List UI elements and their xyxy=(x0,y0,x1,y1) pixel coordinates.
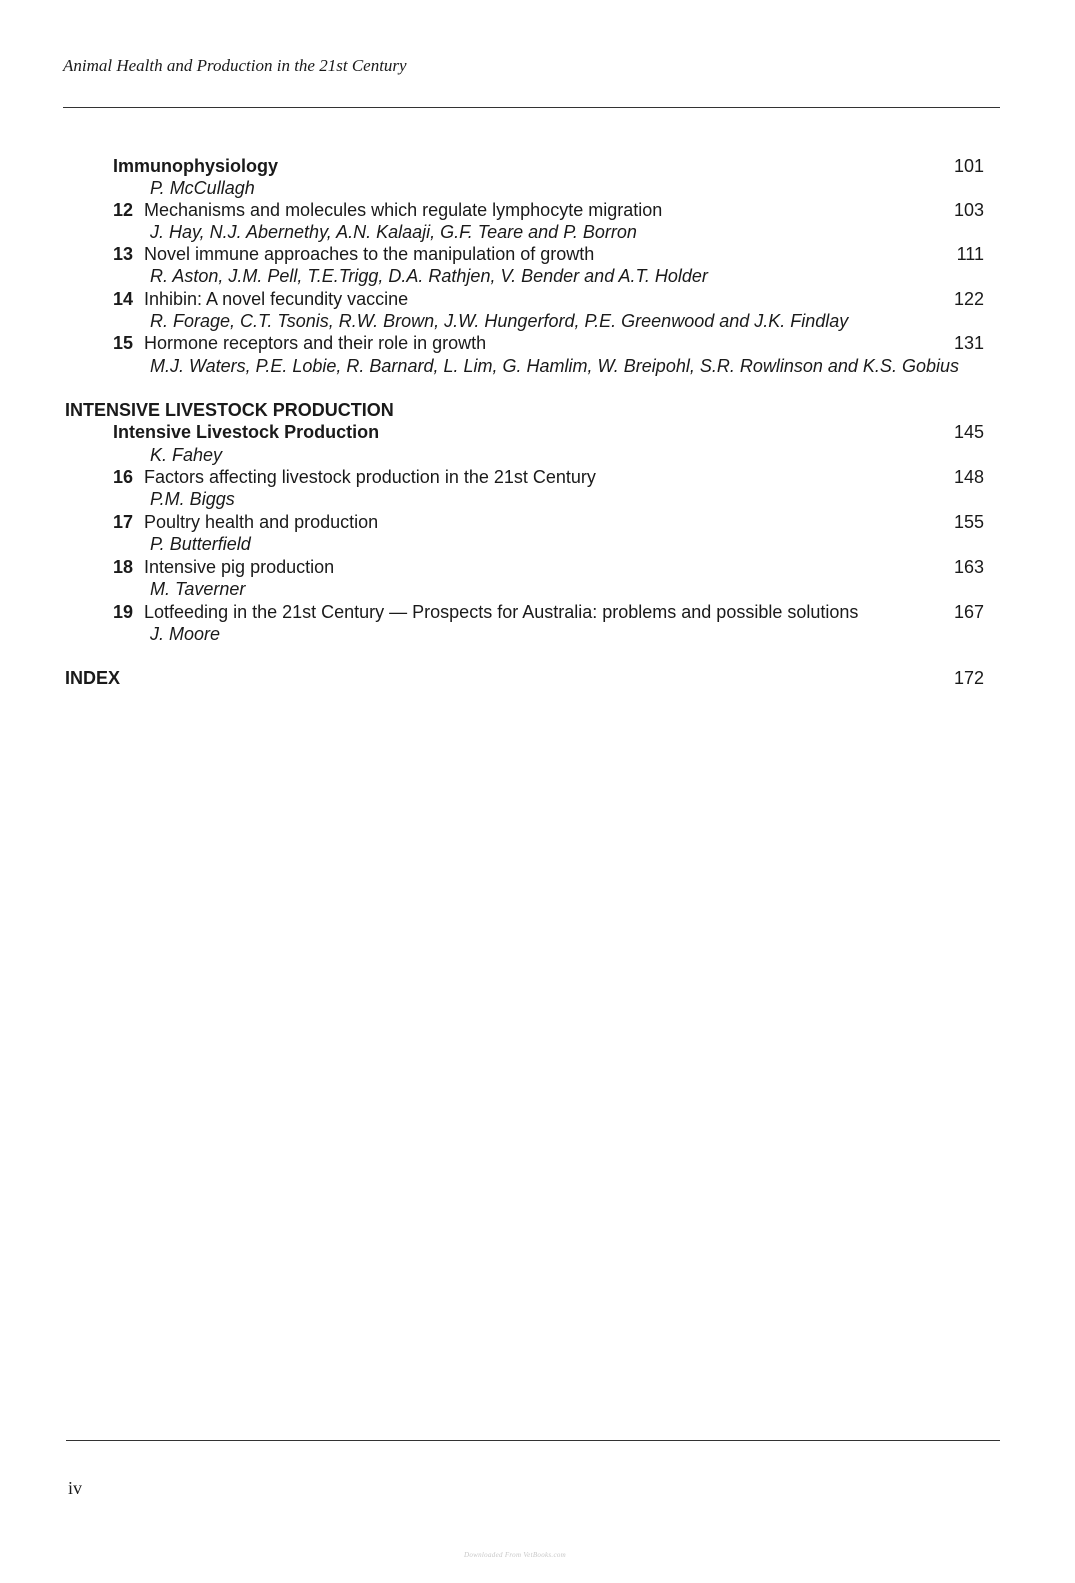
toc-authors: K. Fahey xyxy=(150,445,223,465)
toc-authors: P. McCullagh xyxy=(150,178,255,198)
toc-page-number: 122 xyxy=(953,289,984,309)
toc-chapter-number: 16 xyxy=(113,467,134,487)
toc-chapter-title: Factors affecting livestock production in the 21st Century xyxy=(144,467,596,487)
toc-chapter-title: Intensive pig production xyxy=(144,557,335,577)
toc-chapter-number: 17 xyxy=(113,512,134,532)
toc-authors: M. Taverner xyxy=(150,579,246,599)
toc-intro-title: Immunophysiology xyxy=(113,156,279,176)
running-head: Animal Health and Production in the 21st Century xyxy=(63,56,407,75)
toc-section-heading: INTENSIVE LIVESTOCK PRODUCTION xyxy=(65,400,394,420)
toc-chapter-number: 12 xyxy=(113,200,134,220)
toc-chapter-row xyxy=(0,332,1075,354)
toc-page-number: 131 xyxy=(953,333,984,353)
toc-authors-row xyxy=(0,488,1075,510)
toc-page-number: 111 xyxy=(956,244,984,264)
toc-authors-row xyxy=(0,310,1075,332)
page-folio: iv xyxy=(68,1478,83,1498)
toc-chapter-title: Lotfeeding in the 21st Century — Prospects for Australia: problems and possible solutions xyxy=(144,602,859,622)
toc-chapter-title: Novel immune approaches to the manipulation of growth xyxy=(144,244,595,264)
watermark: Downloaded From VetBooks.com xyxy=(464,1551,567,1559)
toc-authors: J. Moore xyxy=(150,624,221,644)
toc-chapter-number: 13 xyxy=(113,244,134,264)
toc-authors-row xyxy=(0,623,1075,645)
toc-page-number: 148 xyxy=(953,467,984,487)
toc-chapter-row xyxy=(0,243,1075,265)
toc-authors-row xyxy=(0,578,1075,600)
toc-index-row xyxy=(0,667,1075,689)
toc-page-number: 167 xyxy=(953,602,984,622)
toc-chapter-number: 15 xyxy=(113,333,134,353)
toc-chapter-number: 18 xyxy=(113,557,134,577)
toc-authors: P. Butterfield xyxy=(150,534,251,554)
toc-authors: J. Hay, N.J. Abernethy, A.N. Kalaaji, G.F. Teare and P. Borron xyxy=(150,222,637,242)
toc-authors: R. Forage, C.T. Tsonis, R.W. Brown, J.W. Hungerford, P.E. Greenwood and J.K. Findlay xyxy=(150,311,849,331)
toc-page-number: 101 xyxy=(953,156,984,176)
toc-page-number: 103 xyxy=(953,200,984,220)
toc-authors-row xyxy=(0,177,1075,199)
toc-authors-row xyxy=(0,355,1075,377)
toc-authors-row xyxy=(0,444,1075,466)
toc-page-number: 145 xyxy=(953,422,984,442)
footer-rule xyxy=(66,1440,1000,1441)
toc-authors: R. Aston, J.M. Pell, T.E.Trigg, D.A. Rathjen, V. Bender and A.T. Holder xyxy=(150,266,708,286)
toc-authors: M.J. Waters, P.E. Lobie, R. Barnard, L. Lim, G. Hamlim, W. Breipohl, S.R. Rowlinson and K.S. Gobius xyxy=(150,356,959,376)
header-rule xyxy=(63,107,1000,108)
toc-page-number: 163 xyxy=(953,557,984,577)
toc-intro-row xyxy=(0,421,1075,443)
toc-section-row xyxy=(0,399,1075,421)
toc-chapter-title: Hormone receptors and their role in growth xyxy=(144,333,487,353)
toc-authors-row xyxy=(0,533,1075,555)
toc-intro-title: Intensive Livestock Production xyxy=(113,422,380,442)
toc-authors: P.M. Biggs xyxy=(150,489,235,509)
toc-authors-row xyxy=(0,265,1075,287)
toc-page-number: 155 xyxy=(953,512,984,532)
toc-chapter-row xyxy=(0,511,1075,533)
toc-chapter-number: 14 xyxy=(113,289,134,309)
toc-intro-row xyxy=(0,155,1075,177)
toc-authors-row xyxy=(0,221,1075,243)
toc-page-number: 172 xyxy=(953,668,984,688)
toc-chapter-title: Mechanisms and molecules which regulate lymphocyte migration xyxy=(144,200,663,220)
toc-chapter-title: Inhibin: A novel fecundity vaccine xyxy=(144,289,409,309)
toc-chapter-row xyxy=(0,556,1075,578)
toc-chapter-row xyxy=(0,601,1075,623)
toc-index-label: INDEX xyxy=(65,668,121,688)
toc-chapter-row xyxy=(0,288,1075,310)
toc-chapter-title: Poultry health and production xyxy=(144,512,379,532)
toc-chapter-row xyxy=(0,466,1075,488)
toc-chapter-number: 19 xyxy=(113,602,134,622)
toc-chapter-row xyxy=(0,199,1075,221)
